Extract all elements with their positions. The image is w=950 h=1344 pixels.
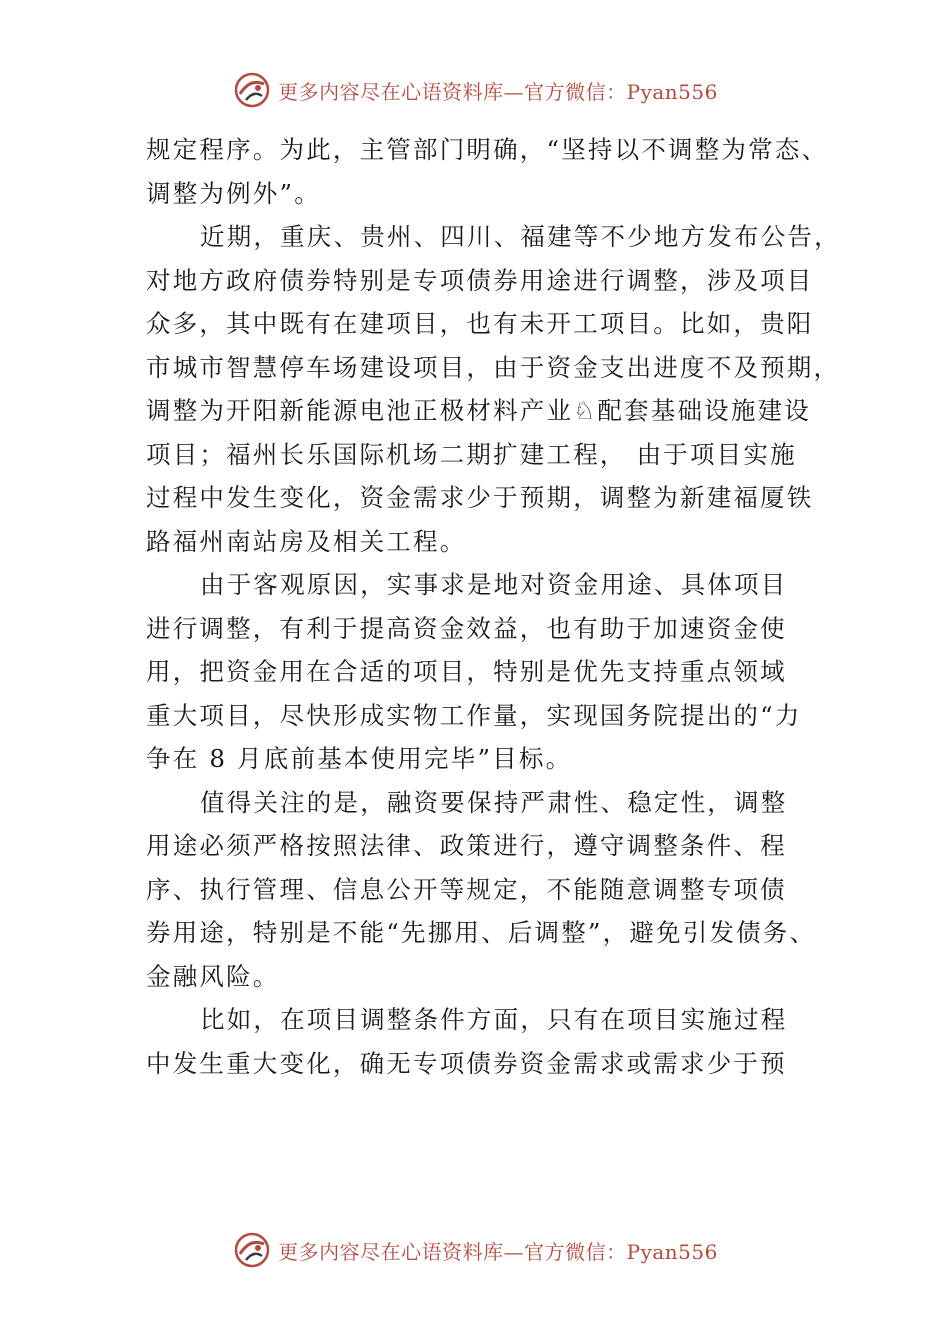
text-line: 由于客观原因，实事求是地对资金用途、具体项目 (200, 570, 788, 599)
text-line: 重大项目，尽快形成实物工作量，实现国务院提出的“力 (146, 700, 802, 730)
text-line: 比如，在项目调整条件方面，只有在项目实施过程 (200, 1005, 788, 1034)
text-line: 中发生重大变化，确无专项债券资金需求或需求少于预 (146, 1048, 787, 1078)
text-line: 众多，其中既有在建项目，也有未开工项目。比如，贵阳 (146, 309, 814, 338)
text-line: 用，把资金用在合适的项目，特别是优先支持重点领域 (146, 657, 787, 686)
footer-watermark-banner (0, 1228, 950, 1272)
text-line: 市城市智慧停车场建设项目，由于资金支出进度不及预期， (146, 352, 841, 382)
text-line: 值得关注的是，融资要保持严肃性、稳定性，调整 (200, 787, 788, 817)
text-line: 金融风险。 (146, 961, 280, 991)
text-line: 序、执行管理、信息公开等规定，不能随意调整专项债 (146, 874, 787, 904)
text-line: 规定程序。为此，主管部门明确，“坚持以不调整为常态、 (146, 135, 829, 164)
logo-icon (232, 1230, 272, 1270)
text-line: 调整为开阳新能源电池正极材料产业♘配套基础设施建设 (146, 396, 811, 425)
header-watermark-banner (0, 68, 950, 112)
text-line: 近期，重庆、贵州、四川、福建等不少地方发布公告， (200, 222, 841, 251)
header-banner-text: 更多内容尽在心语资料库—官方微信：Pyan556 (278, 79, 718, 104)
footer-banner-text: 更多内容尽在心语资料库—官方微信：Pyan556 (278, 1239, 718, 1264)
text-line: 进行调整，有利于提高资金效益，也有助于加速资金使 (146, 613, 787, 643)
text-line: 调整为例外”。 (146, 178, 321, 208)
document-body (146, 128, 841, 1085)
text-line: 过程中发生变化，资金需求少于预期，调整为新建福厦铁 (146, 483, 814, 512)
logo-icon (232, 70, 272, 110)
text-line: 券用途，特别是不能“先挪用、后调整”，避免引发债务、 (146, 918, 817, 947)
text-line: 对地方政府债券特别是专项债券用途进行调整，涉及项目 (146, 265, 814, 295)
text-line: 路福州南站房及相关工程。 (146, 526, 467, 556)
text-line: 项目；福州长乐国际机场二期扩建工程， 由于项目实施 (146, 439, 797, 469)
text-line: 争在 8 月底前基本使用完毕”目标。 (146, 744, 573, 773)
text-line: 用途必须严格按照法律、政策进行，遵守调整条件、程 (146, 831, 787, 860)
